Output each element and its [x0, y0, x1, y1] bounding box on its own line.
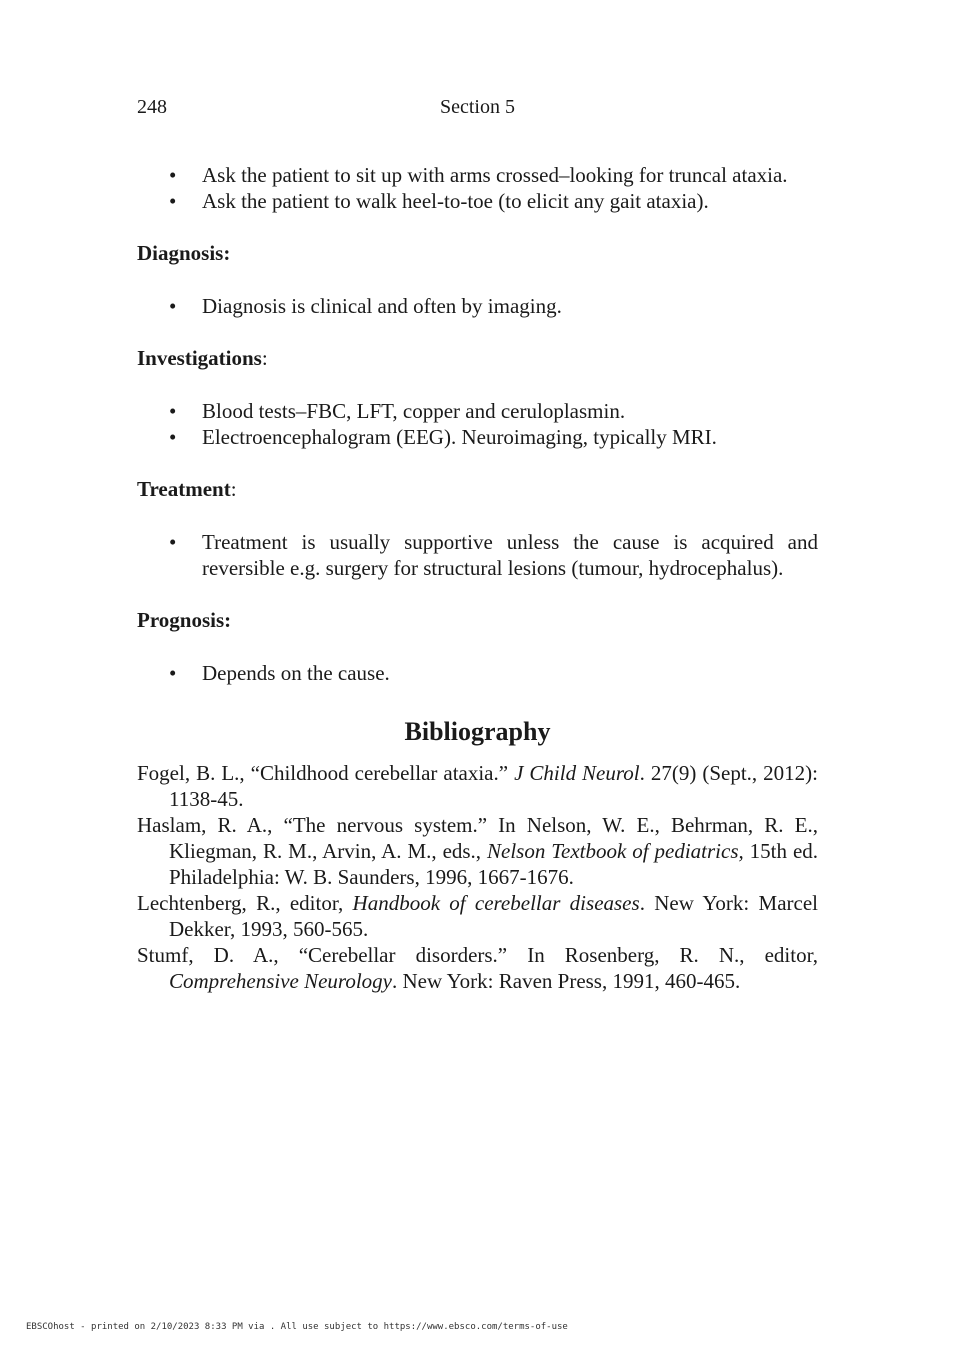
heading-text: Investigations: [137, 346, 262, 370]
list-item-text: Depends on the cause.: [202, 661, 390, 685]
bibliography-entry: [137, 890, 818, 942]
entry-text: . 27(9) (Sept., 2012): 1138-45.: [169, 761, 818, 811]
entry-text: Lechtenberg, R., editor,: [137, 891, 353, 915]
list-item-text: Electroencephalogram (EEG). Neuroimaging, typically MRI.: [202, 425, 717, 449]
list-item: [137, 162, 818, 188]
page-body: [137, 162, 818, 994]
investigations-heading: [137, 345, 818, 371]
diagnosis-bullet-list: [137, 293, 818, 319]
bullet-icon: •: [169, 530, 177, 554]
print-footer: EBSCOhost - printed on 2/10/2023 8:33 PM via . All use subject to https://www.ebsco.com/terms-of-use: [26, 1322, 568, 1332]
treatment-bullet-list: [137, 529, 818, 581]
entry-text: Stumf, D. A., “Cerebellar disorders.” In Rosenberg, R. N., editor,: [137, 943, 818, 967]
list-item: [137, 398, 818, 424]
entry-text: . New York: Marcel Dekker, 1993, 560-565.: [169, 891, 818, 941]
bullet-icon: •: [169, 294, 177, 318]
list-item-text: Ask the patient to walk heel-to-toe (to elicit any gait ataxia).: [202, 189, 709, 213]
entry-text: Haslam, R. A., “The nervous system.” In Nelson, W. E., Behrman, R. E., Kliegman, R. M., Arvin, A. M., eds.,: [137, 813, 818, 863]
entry-source-title: Handbook of cerebellar diseases: [352, 891, 640, 915]
entry-text: Fogel, B. L., “Childhood cerebellar ataxia.”: [137, 761, 515, 785]
entry-source-title: Comprehensive Neurology: [169, 969, 392, 993]
heading-text: Prognosis:: [137, 608, 232, 632]
heading-text: Diagnosis:: [137, 241, 231, 265]
bibliography-title: Bibliography: [404, 717, 551, 746]
bullet-icon: •: [169, 163, 177, 187]
list-item-text: Diagnosis is clinical and often by imaging.: [202, 294, 562, 318]
investigations-bullet-list: [137, 398, 818, 450]
page-number: 248: [137, 96, 167, 118]
list-item-text: Treatment is usually supportive unless the cause is acquired and reversible e.g. surgery for structural lesions (tumour, hydrocephalus).: [202, 530, 818, 580]
heading-colon: :: [261, 346, 268, 370]
list-item: [137, 424, 818, 450]
list-item: [137, 660, 818, 686]
entry-text: 15th ed. Philadelphia: W. B. Saunders, 1996, 1667-1676.: [169, 839, 819, 889]
intro-bullet-list: [137, 162, 818, 214]
bibliography-entry: [137, 760, 818, 812]
list-item-text: Ask the patient to sit up with arms crossed–looking for truncal ataxia.: [202, 163, 788, 187]
entry-source-title: J Child Neurol: [514, 761, 640, 785]
heading-text: Treatment: [137, 477, 231, 501]
bibliography-entry: [137, 942, 818, 994]
list-item: [137, 529, 818, 581]
list-item: [137, 293, 818, 319]
running-header: [137, 96, 818, 122]
list-item-text: Blood tests–FBC, LFT, copper and ceruloplasmin.: [202, 399, 626, 423]
list-item: [137, 188, 818, 214]
diagnosis-heading: [137, 240, 818, 266]
prognosis-heading: [137, 607, 818, 633]
heading-colon: :: [230, 477, 237, 501]
prognosis-bullet-list: [137, 660, 818, 686]
treatment-heading: [137, 476, 818, 502]
entry-source-title: Nelson Textbook of pediatrics,: [487, 839, 744, 863]
bullet-icon: •: [169, 425, 177, 449]
bullet-icon: •: [169, 189, 177, 213]
entry-text: . New York: Raven Press, 1991, 460-465.: [391, 969, 741, 993]
bibliography-entry: [137, 812, 818, 890]
bullet-icon: •: [169, 661, 177, 685]
section-label: Section 5: [440, 96, 515, 118]
bullet-icon: •: [169, 399, 177, 423]
